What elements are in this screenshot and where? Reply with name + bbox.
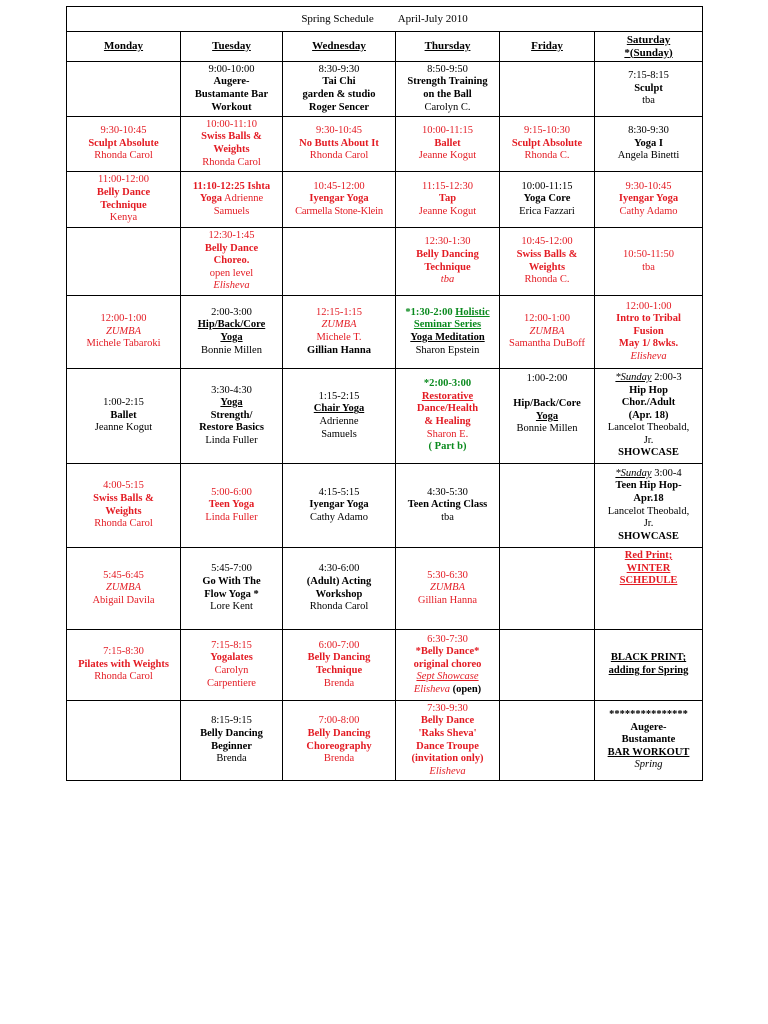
schedule-table	[66, 6, 703, 781]
class-cell: *2:00-3:00 Restorative Dance/Health & Healing Sharon E. ( Part b)	[396, 369, 500, 464]
cell-empty	[67, 228, 181, 296]
col-friday: Friday	[500, 32, 595, 62]
col-tuesday: Tuesday	[181, 32, 283, 62]
class-cell: 12:30-1:30 Belly Dancing Technique tba	[396, 228, 500, 296]
class-cell: 1:00-2:15 Ballet Jeanne Kogut	[67, 369, 181, 464]
class-cell: 5:30-6:30 ZUMBA Gillian Hanna	[396, 548, 500, 630]
class-cell: 11:15-12:30 Tap Jeanne Kogut	[396, 172, 500, 228]
class-cell: 10:00-11:15 Ballet Jeanne Kogut	[396, 117, 500, 172]
class-cell: 6:00-7:00 Belly Dancing Technique Brenda	[283, 630, 396, 701]
class-cell: 5:45-6:45 ZUMBA Abigail Davila	[67, 548, 181, 630]
class-cell: 7:15-8:15 Sculpt tba	[595, 62, 703, 117]
legend-cell: Red Print; WINTER SCHEDULE	[595, 548, 703, 630]
cell-empty	[500, 62, 595, 117]
class-cell: 7:15-8:30 Pilates with Weights Rhonda Carol	[67, 630, 181, 701]
cell-empty	[500, 548, 595, 630]
class-cell: 6:30-7:30 *Belly Dance* original choreo Sept Showcase Elisheva (open)	[396, 630, 500, 701]
class-cell: 3:30-4:30 Yoga Strength/ Restore Basics Linda Fuller	[181, 369, 283, 464]
header-row	[67, 32, 703, 62]
class-cell: 8:30-9:30 Yoga I Angela Binetti	[595, 117, 703, 172]
class-cell: 1:00-2:00 Hip/Back/Core Yoga Bonnie Millen	[500, 369, 595, 464]
class-cell: 5:45-7:00 Go With The Flow Yoga * Lore Kent	[181, 548, 283, 630]
class-cell: 4:30-6:00 (Adult) Acting Workshop Rhonda Carol	[283, 548, 396, 630]
class-cell: *1:30-2:00 Holistic Seminar Series Yoga Meditation Sharon Epstein	[396, 296, 500, 369]
cell-empty	[500, 701, 595, 781]
schedule-row	[67, 464, 703, 548]
class-cell: 12:15-1:15 ZUMBA Michele T. Gillian Hanna	[283, 296, 396, 369]
class-cell: 2:00-3:00 Hip/Back/Core Yoga Bonnie Millen	[181, 296, 283, 369]
class-cell: 9:30-10:45 No Butts About It Rhonda Carol	[283, 117, 396, 172]
class-cell: 12:00-1:00 ZUMBA Michele Tabaroki	[67, 296, 181, 369]
class-cell: 4:30-5:30 Teen Acting Class tba	[396, 464, 500, 548]
schedule-row	[67, 548, 703, 630]
col-saturday: Saturday *(Sunday)	[595, 32, 703, 62]
col-thursday: Thursday	[396, 32, 500, 62]
date-range: April-July 2010	[397, 12, 468, 25]
title-row	[67, 7, 703, 32]
class-cell: 10:45-12:00 Iyengar Yoga Carmella Stone-Klein	[283, 172, 396, 228]
class-cell: 11:00-12:00 Belly Dance Technique Kenya	[67, 172, 181, 228]
class-cell: 7:30-9:30 Belly Dance 'Raks Sheva' Dance Troupe (invitation only) Elisheva	[396, 701, 500, 781]
cell-empty	[500, 630, 595, 701]
schedule-row	[67, 369, 703, 464]
class-cell: *************** Augere- Bustamante BAR WORKOUT Spring	[595, 701, 703, 781]
class-cell: 7:00-8:00 Belly Dancing Choreography Brenda	[283, 701, 396, 781]
class-cell: 5:00-6:00 Teen Yoga Linda Fuller	[181, 464, 283, 548]
class-cell: 8:50-9:50 Strength Training on the Ball Carolyn C.	[396, 62, 500, 117]
class-cell: 7:15-8:15 Yogalates Carolyn Carpentiere	[181, 630, 283, 701]
class-cell: 9:30-10:45 Iyengar Yoga Cathy Adamo	[595, 172, 703, 228]
class-cell: 1:15-2:15 Chair Yoga Adrienne Samuels	[283, 369, 396, 464]
schedule-row	[67, 296, 703, 369]
class-cell: *Sunday 2:00-3 Hip Hop Chor./Adult (Apr. 18) Lancelot Theobald, Jr. SHOWCASE	[595, 369, 703, 464]
class-cell: 9:30-10:45 Sculpt Absolute Rhonda Carol	[67, 117, 181, 172]
title-text: Spring Schedule	[301, 12, 374, 25]
class-cell: 10:50-11:50 tba	[595, 228, 703, 296]
cell-empty	[500, 464, 595, 548]
class-cell: 10:45-12:00 Swiss Balls & Weights Rhonda C.	[500, 228, 595, 296]
schedule-row	[67, 228, 703, 296]
schedule-row	[67, 630, 703, 701]
cell-empty	[283, 228, 396, 296]
class-cell: 8:30-9:30 Tai Chi garden & studio Roger Sencer	[283, 62, 396, 117]
class-cell: 8:15-9:15 Belly Dancing Beginner Brenda	[181, 701, 283, 781]
cell-empty	[67, 62, 181, 117]
class-cell: 12:30-1:45 Belly Dance Choreo. open level Elisheva	[181, 228, 283, 296]
schedule-row	[67, 62, 703, 117]
schedule-row	[67, 172, 703, 228]
class-cell: 10:00-11:15 Yoga Core Erica Fazzari	[500, 172, 595, 228]
class-cell: 4:15-5:15 Iyengar Yoga Cathy Adamo	[283, 464, 396, 548]
legend-cell: BLACK PRINT; adding for Spring	[595, 630, 703, 701]
class-cell: *Sunday 3:00-4 Teen Hip Hop- Apr.18 Lancelot Theobald, Jr. SHOWCASE	[595, 464, 703, 548]
class-cell: 10:00-11:10 Swiss Balls & Weights Rhonda Carol	[181, 117, 283, 172]
schedule-title	[67, 7, 703, 32]
schedule-row	[67, 117, 703, 172]
class-cell: 11:10-12:25 Ishta Yoga Adrienne Samuels	[181, 172, 283, 228]
class-cell: 9:15-10:30 Sculpt Absolute Rhonda C.	[500, 117, 595, 172]
col-wednesday: Wednesday	[283, 32, 396, 62]
class-cell: 12:00-1:00 Intro to Tribal Fusion May 1/ 8wks. Elisheva	[595, 296, 703, 369]
col-monday: Monday	[67, 32, 181, 62]
class-cell: 4:00-5:15 Swiss Balls & Weights Rhonda Carol	[67, 464, 181, 548]
cell-empty	[67, 701, 181, 781]
schedule-row	[67, 701, 703, 781]
class-cell: 12:00-1:00 ZUMBA Samantha DuBoff	[500, 296, 595, 369]
class-cell: 9:00-10:00 Augere- Bustamante Bar Workout	[181, 62, 283, 117]
